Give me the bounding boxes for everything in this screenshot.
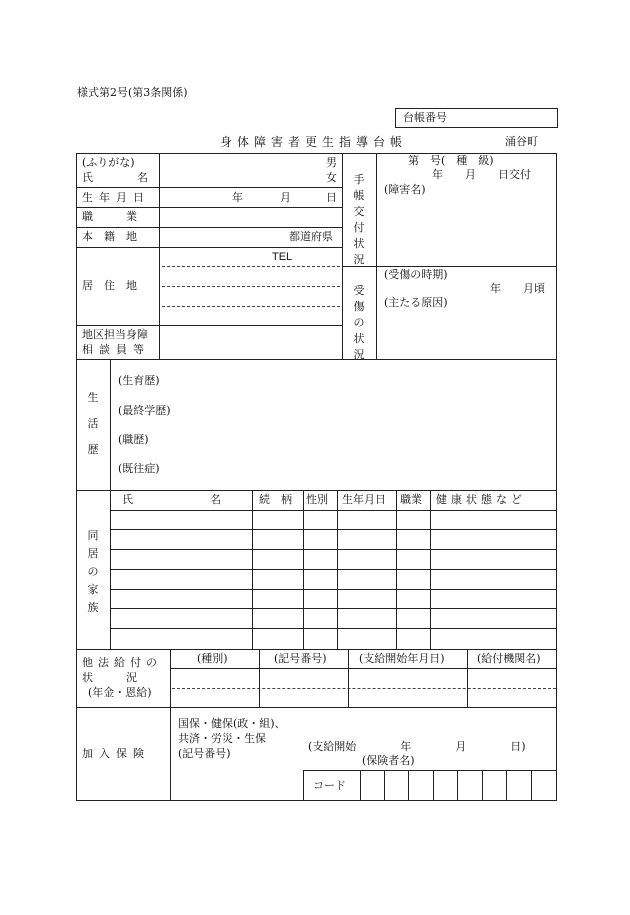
insurer-name-label: (保険者名) xyxy=(362,754,415,767)
code-cell-divider xyxy=(457,770,458,801)
divider xyxy=(110,529,557,530)
insurance-label: 加入保険 xyxy=(82,747,150,760)
divider xyxy=(110,549,557,550)
birth-day-unit: 日 xyxy=(326,191,337,204)
divider xyxy=(172,688,556,689)
birthdate-label: 生年月日 xyxy=(82,191,150,204)
handbook-status-label: 手帳交付状況 xyxy=(353,173,365,266)
benefit-col-type: (種別) xyxy=(197,652,228,665)
benefit-col-start-date: (支給開始年月日) xyxy=(359,652,445,665)
career-label: (職歴) xyxy=(118,433,149,446)
code-cell-divider xyxy=(506,770,507,801)
other-benefits-label-1: 他法給付の xyxy=(82,656,162,669)
form-frame xyxy=(76,153,557,801)
birth-month-unit: 月 xyxy=(280,191,291,204)
divider xyxy=(303,770,557,771)
divider xyxy=(76,187,342,188)
handbook-number: 第 号( 種 級) xyxy=(408,154,494,167)
divider xyxy=(467,649,468,707)
divider xyxy=(110,589,557,590)
insurance-start-date: (支給開始 年 月 日) xyxy=(308,740,526,753)
code-cell-divider xyxy=(531,770,532,801)
other-benefits-label-3: (年金・恩給) xyxy=(88,686,152,699)
family-col-relation: 続 柄 xyxy=(259,493,292,506)
family-label: 同居の家族 xyxy=(87,529,99,614)
divider xyxy=(259,649,260,707)
divider xyxy=(396,490,397,649)
divider xyxy=(76,359,557,360)
injury-time-label: (受傷の時期) xyxy=(384,268,448,281)
divider xyxy=(162,266,340,267)
female-option[interactable]: 女 xyxy=(326,171,337,184)
family-col-sex: 性別 xyxy=(306,493,328,506)
injury-date: 年 月頃 xyxy=(490,282,545,295)
code-cell-divider xyxy=(384,770,385,801)
benefit-col-agency: (給付機関名) xyxy=(477,652,541,665)
divider xyxy=(110,510,557,511)
injury-cause-label: (主たる原因) xyxy=(384,296,448,309)
divider xyxy=(76,649,557,650)
code-label: コード xyxy=(313,779,346,792)
insurance-number-label: (記号番号) xyxy=(178,747,231,760)
counselor-label-1: 地区担当身障 xyxy=(82,328,148,341)
ledger-number-label: 台帳番号 xyxy=(403,111,447,124)
divider xyxy=(110,569,557,570)
male-option[interactable]: 男 xyxy=(326,156,337,169)
divider xyxy=(110,628,557,629)
furigana-label: (ふりがな) xyxy=(82,156,135,169)
divider xyxy=(430,490,431,649)
disability-name-label: (障害名) xyxy=(384,183,426,196)
divider xyxy=(303,490,304,649)
upbringing-label: (生育歴) xyxy=(118,374,160,387)
family-col-health: 健康状態など xyxy=(436,493,526,506)
code-cell-divider xyxy=(482,770,483,801)
form-number: 様式第2号(第3条関係) xyxy=(77,86,188,99)
family-col-occupation: 職業 xyxy=(400,493,422,506)
counselor-label-2: 相談員等 xyxy=(82,343,150,356)
benefit-col-number: (記号番号) xyxy=(274,652,327,665)
life-history-label: 生活歴 xyxy=(87,391,99,456)
injury-status-label: 受傷の状況 xyxy=(353,284,365,361)
family-col-name: 氏 名 xyxy=(122,493,221,506)
birth-year-unit: 年 xyxy=(232,191,243,204)
divider xyxy=(170,649,171,801)
divider xyxy=(337,490,338,649)
divider xyxy=(342,266,557,267)
prefecture-unit: 都道府県 xyxy=(289,230,333,243)
divider xyxy=(76,227,342,228)
divider xyxy=(76,325,342,326)
divider xyxy=(110,608,557,609)
divider xyxy=(76,247,342,248)
medical-history-label: (既往症) xyxy=(118,462,160,475)
divider xyxy=(348,649,349,707)
name-label: 氏 名 xyxy=(82,171,148,184)
divider xyxy=(76,490,557,491)
divider xyxy=(76,707,557,708)
divider xyxy=(376,153,377,359)
occupation-label: 職 業 xyxy=(82,210,137,223)
town-name: 涌谷町 xyxy=(505,135,538,148)
divider xyxy=(110,359,111,649)
family-col-birthdate: 生年月日 xyxy=(342,493,386,506)
divider xyxy=(162,306,340,307)
insurance-types-1: 国保・健保(政・組)、 xyxy=(178,717,286,730)
education-label: (最終学歴) xyxy=(118,404,171,417)
domicile-label: 本 籍 地 xyxy=(82,230,137,243)
divider xyxy=(76,207,342,208)
divider xyxy=(162,286,340,287)
page-title: 身体障害者更生指導台帳 xyxy=(220,135,408,149)
divider xyxy=(303,770,304,801)
divider xyxy=(342,153,343,359)
code-cell-divider xyxy=(433,770,434,801)
insurance-types-2: 共済・労災・生保 xyxy=(178,732,266,745)
divider xyxy=(170,668,557,669)
tel-label: TEL xyxy=(272,251,293,263)
other-benefits-label-2: 状 況 xyxy=(82,671,137,684)
divider xyxy=(159,153,160,359)
handbook-issue-date: 年 月 日交付 xyxy=(432,168,531,181)
code-cell-divider xyxy=(408,770,409,801)
residence-label: 居 住 地 xyxy=(82,279,137,292)
code-cell-divider xyxy=(360,770,361,801)
divider xyxy=(252,490,253,649)
